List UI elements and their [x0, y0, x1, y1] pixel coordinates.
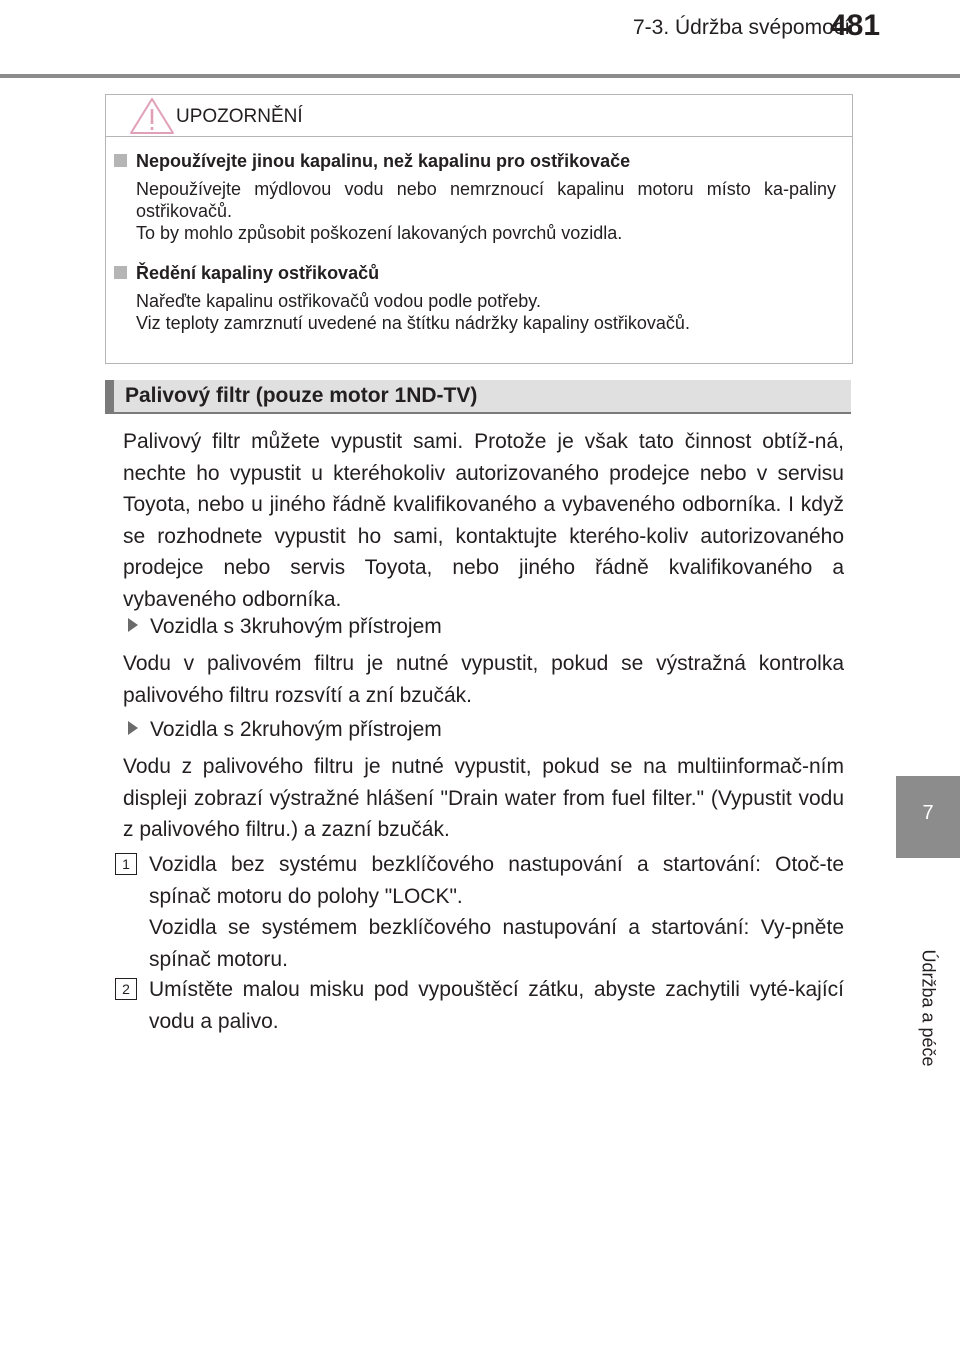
square-bullet-icon [114, 154, 127, 167]
arrow-bullet-icon [128, 721, 138, 735]
step-item [115, 849, 844, 975]
section-heading: Palivový filtr (pouze motor 1ND-TV) [125, 384, 478, 407]
arrow-bullet-icon [128, 618, 138, 632]
chapter-title: Údržba a péče [918, 949, 939, 1067]
warning-header [106, 95, 852, 137]
step-number: 2 [115, 978, 137, 1000]
step-number: 1 [115, 853, 137, 875]
heading-marker [105, 380, 114, 412]
variant-label-1: Vozidla s 3kruhovým přístrojem [128, 611, 442, 643]
variant-paragraph-2: Vodu z palivového filtru je nutné vypustit, pokud se na multiinformač-ním displeji zobrazí výstražné hlášení "Drain water from fuel filter." (Vypustit vodu z palivového filtru.) a zazní bzučák. [123, 755, 844, 841]
chapter-number: 7 [922, 802, 934, 824]
variant-label-2: Vozidla s 2kruhovým přístrojem [128, 714, 442, 746]
section-heading-bar [105, 380, 851, 412]
step-text: Umístěte malou misku pod vypouštěcí zátku, abyste zachytili vyté-kající vodu a palivo. [149, 978, 844, 1033]
warning-title: UPOZORNĚNÍ [176, 106, 303, 127]
warning-triangle-icon [128, 97, 176, 135]
warning-item-title: Nepoužívejte jinou kapalinu, než kapalinu pro ostřikovače [114, 151, 836, 172]
warning-item-body: Nařeďte kapalinu ostřikovačů vodou podle potřeby. Viz teploty zamrznutí uvedené na štítku nádržky kapaliny ostřikovačů. [136, 291, 690, 333]
chapter-tab [896, 776, 960, 858]
variant-paragraph-1: Vodu v palivovém filtru je nutné vypustit, pokud se výstražná kontrolka palivového filtru rozsvítí a zní bzučák. [123, 652, 844, 707]
page-number: 481 [830, 9, 881, 42]
warning-item [114, 263, 836, 334]
warning-item [114, 151, 836, 244]
square-bullet-icon [114, 266, 127, 279]
header-divider [0, 74, 960, 78]
warning-item-body: Nepoužívejte mýdlovou vodu nebo nemrznoucí kapalinu motoru místo ka-paliny ostřikovačů. To by mohlo způsobit poškození lakovaných povrchů vozidla. [136, 179, 836, 243]
warning-box [105, 94, 853, 364]
intro-paragraph: Palivový filtr můžete vypustit sami. Protože je však tato činnost obtíž-ná, nechte ho vypustit u kteréhokoliv autorizovaného prodejce nebo v servisu Toyota, nebo u jiného řádně kvalifikovaného a vybaveného odborníka. I když se rozhodnete vypustit ho sami, kontaktujte kterého-koliv autorizovaného prodejce nebo servis Toyota, nebo jiného řádně kvalifikovaného a vybaveného odborníka. [123, 430, 844, 611]
section-title: 7-3. Údržba svépomocí [633, 16, 851, 39]
step-item [115, 974, 844, 1037]
warning-item-title: Ředění kapaliny ostřikovačů [114, 263, 836, 284]
heading-underline [105, 412, 851, 414]
step-text: Vozidla bez systému bezklíčového nastupování a startování: Otoč-te spínač motoru do polohy "LOCK". Vozidla se systémem bezklíčového nastupování a startování: Vy-pněte spínač motoru. [149, 853, 844, 971]
